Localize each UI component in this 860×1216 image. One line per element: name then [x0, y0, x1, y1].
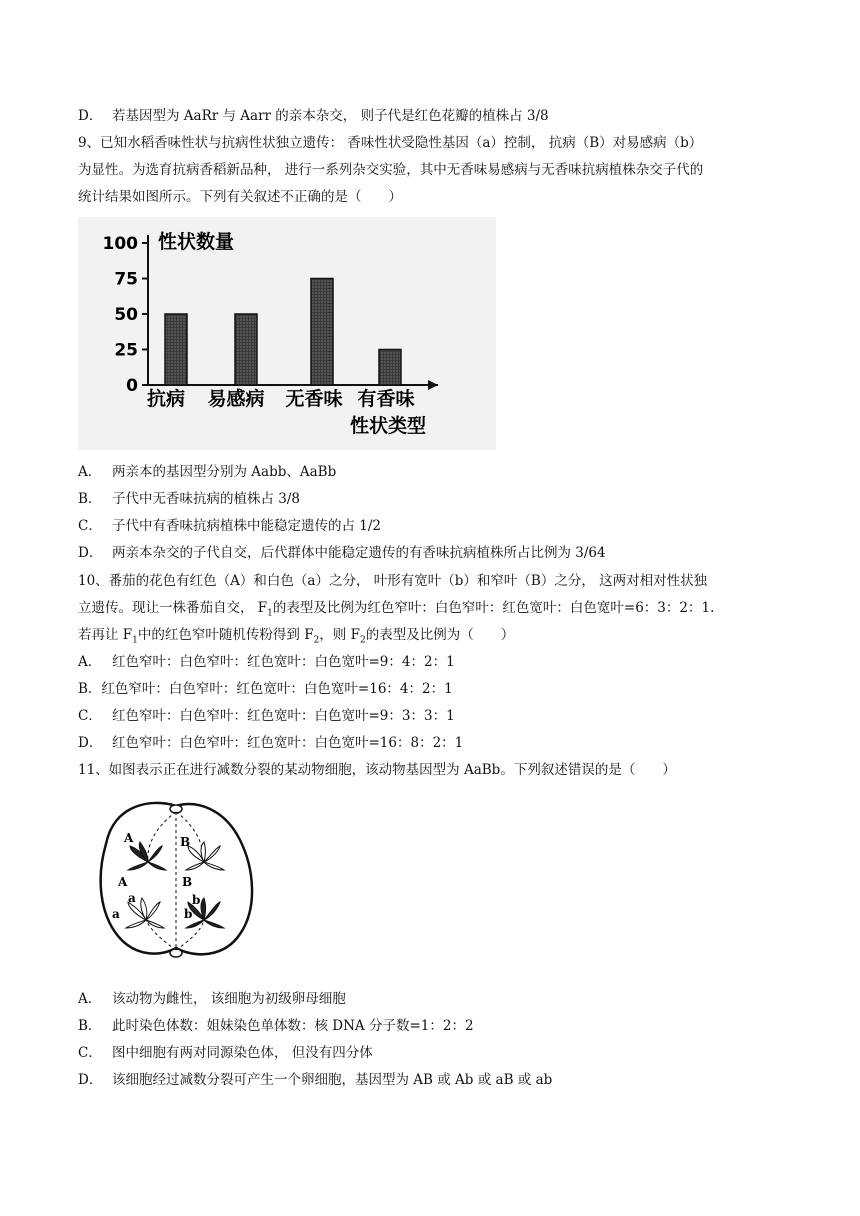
subscript: 1	[267, 608, 273, 619]
option-letter: B．	[78, 681, 102, 697]
centrosome-bottom	[170, 949, 182, 957]
centrosome-top	[170, 805, 182, 813]
option-text: 图中细胞有两对同源染色体， 但没有四分体	[112, 1045, 373, 1061]
option-text: 红色窄叶：白色窄叶：红色宽叶：白色宽叶=16：4：2：1	[101, 681, 453, 697]
q10-stem-line-1: 10、番茄的花色有红色（A）和白色（a）之分， 叶形有宽叶（b）和窄叶（B）之分， 这两对相对性状独	[78, 573, 708, 589]
q10-stem-line-2	[78, 598, 714, 624]
option-text: 红色窄叶：白色窄叶：红色宽叶：白色宽叶=9：4：2：1	[112, 654, 455, 670]
text-run: 中的红色窄叶随机传粉得到 F	[137, 627, 314, 643]
q9-stem-line-2: 为显性。为选育抗病香稻新品种， 进行一系列杂交实验，其中无香味易感病与无香味抗病植株杂交子代的	[78, 162, 704, 178]
y-tick-label: 75	[114, 269, 138, 290]
q10-option-b	[78, 679, 453, 699]
option-letter: B．	[78, 1018, 102, 1034]
option-letter: B．	[78, 491, 102, 507]
subscript: 2	[359, 635, 366, 646]
text-run: ，则 F	[319, 627, 360, 643]
text-run: 立遗传。现让一株番茄自交， F	[78, 600, 268, 616]
option-letter: D．	[78, 735, 103, 751]
gene-label: b	[184, 907, 193, 921]
q9-stem-line-1: 9、已知水稻香味性状与抗病性状独立遗传： 香味性状受隐性基因（a）控制， 抗病（B）对易感病（b）	[78, 135, 703, 151]
option-letter: D．	[78, 1072, 103, 1088]
option-text: 该动物为雌性， 该细胞为初级卵母细胞	[112, 991, 346, 1007]
q10-option-a	[78, 652, 455, 672]
option-text: 此时染色体数：姐妹染色单体数：核 DNA 分子数=1：2：2	[112, 1018, 474, 1034]
x-axis-label: 性状类型	[350, 415, 427, 437]
gene-label: b	[192, 893, 201, 907]
chart-svg	[78, 217, 496, 450]
q9-option-d	[78, 543, 606, 563]
q10-option-c	[78, 706, 455, 726]
subscript: 2	[313, 635, 320, 646]
y-tick-label: 25	[114, 340, 138, 361]
y-tick-label: 0	[126, 376, 138, 396]
gene-label: B	[180, 835, 191, 849]
x-axis-arrow	[428, 380, 438, 390]
option-letter: A．	[78, 991, 102, 1007]
cell-svg	[92, 796, 258, 966]
y-axis-label: 性状数量	[158, 231, 235, 253]
y-tick-label: 50	[114, 305, 138, 325]
option-text: 红色窄叶：白色窄叶：红色宽叶：白色宽叶=9：3：3：1	[112, 708, 455, 724]
option-text: 两亲本的基因型分别为 Aabb、AaBb	[112, 464, 337, 480]
q8-option-d	[78, 106, 549, 126]
trait-bar-chart	[78, 217, 496, 450]
gene-label: A	[124, 831, 134, 845]
meiosis-cell-figure	[92, 796, 258, 966]
option-letter: A．	[78, 654, 102, 670]
option-text: 该细胞经过减数分裂可产生一个卵细胞，基因型为 AB 或 Ab 或 aB 或 ab	[112, 1072, 553, 1088]
bar-无香味	[311, 279, 333, 386]
q11-option-a	[78, 989, 346, 1009]
option-text: 子代中无香味抗病的植株占 3/8	[112, 491, 301, 507]
x-category-label: 有香味	[357, 388, 415, 410]
text-run: 的表型及比例为（ ）	[365, 627, 515, 643]
q10-stem-line-3	[78, 625, 514, 651]
option-letter: C．	[78, 1045, 102, 1061]
option-text: 两亲本杂交的子代自交，后代群体中能稳定遗传的有香味抗病植株所占比例为 3/64	[112, 545, 606, 561]
bar-抗病	[165, 314, 187, 385]
text-run: 若再让 F	[78, 627, 133, 643]
option-text: 子代中有香味抗病植株中能稳定遗传的占 1/2	[112, 518, 382, 534]
x-category-label: 无香味	[285, 388, 343, 410]
q11-option-c	[78, 1043, 373, 1063]
gene-label: A	[118, 875, 128, 889]
bar-有香味	[379, 350, 401, 386]
q9-option-a	[78, 462, 336, 482]
option-text: 红色窄叶：白色窄叶：红色宽叶：白色宽叶=16：8：2：1	[112, 735, 464, 751]
q9-option-b	[78, 489, 300, 509]
q11-option-b	[78, 1016, 474, 1036]
x-category-label: 易感病	[207, 388, 265, 410]
bar-易感病	[235, 314, 257, 385]
option-letter: D．	[78, 108, 103, 124]
y-tick-label: 100	[102, 234, 138, 254]
option-letter: A．	[78, 464, 102, 480]
gene-label: a	[112, 907, 120, 921]
subscript: 1	[132, 635, 138, 646]
q10-option-d	[78, 733, 463, 753]
q11-option-d	[78, 1070, 552, 1090]
q9-option-c	[78, 516, 381, 536]
x-category-label: 抗病	[146, 388, 186, 410]
option-text: 若基因型为 AaRr 与 Aarr 的亲本杂交， 则子代是红色花瓣的植株占 3/8	[112, 108, 549, 124]
text-run: 的表型及比例为红色窄叶：白色窄叶：红色宽叶：白色宽叶=6：3：2：1.	[272, 600, 715, 616]
option-letter: C．	[78, 708, 102, 724]
option-letter: D．	[78, 545, 103, 561]
q11-stem: 11、如图表示正在进行减数分裂的某动物细胞，该动物基因型为 AaBb。下列叙述错误的是（ ）	[78, 762, 676, 778]
option-letter: C．	[78, 518, 102, 534]
gene-label: B	[182, 875, 193, 889]
q9-stem-line-3: 统计结果如图所示。下列有关叙述不正确的是（ ）	[78, 189, 402, 205]
gene-label: a	[128, 891, 136, 905]
